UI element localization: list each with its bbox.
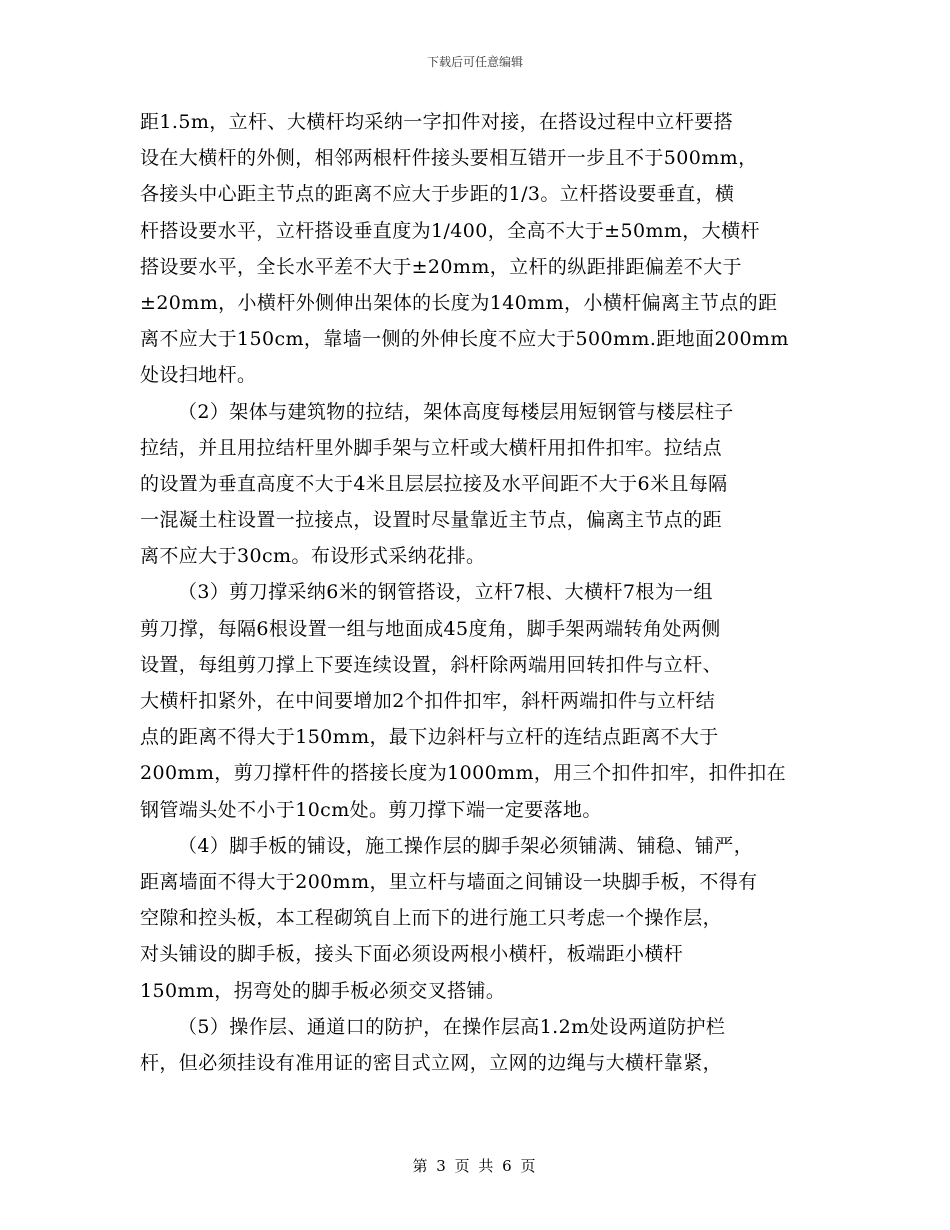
text-line: 对头铺设的脚手板，接头下面必须设两根小横杆，板端距小横杆: [140, 943, 684, 966]
text-line: 点的距离不得大于150mm，最下边斜杆与立杆的连结点距离不大于: [140, 726, 719, 749]
text-line: 搭设要水平，全长水平差不大于±20mm，立杆的纵距排距偏差不大于: [140, 255, 742, 278]
text-line: 距1.5m，立杆、大横杆均采纳一字扣件对接，在搭设过程中立杆要搭: [140, 111, 734, 133]
text-line: （5）操作层、通道口的防护，在操作层高1.2m处设两道防护栏: [178, 1015, 726, 1038]
text-line: 200mm，剪刀撑杆件的搭接长度为1000mm，用三个扣件扣牢，扣件扣在: [140, 762, 787, 785]
text-line: （2）架体与建筑物的拉结，架体高度每楼层用短钢管与楼层柱子: [178, 400, 734, 423]
text-line: 大横杆扣紧外，在中间要增加2个扣件扣牢，斜杆两端扣件与立杆结: [140, 690, 716, 712]
text-line: 钢管端头处不小于10cm处。剪刀撑下端一定要落地。: [140, 798, 602, 821]
text-line: 设在大横杆的外侧，相邻两根杆件接头要相互错开一步且不于500mm，: [140, 147, 758, 170]
text-line: 一混凝土柱设置一拉接点，设置时尽量靠近主节点，偏离主节点的距: [140, 509, 723, 532]
text-line: 处设扫地杆。: [140, 364, 257, 387]
text-line: （4）脚手板的铺设，施工操作层的脚手架必须铺满、铺稳、铺严，: [178, 834, 754, 857]
text-line: 各接头中心距主节点的距离不应大于步距的1/3。立杆搭设要垂直，横: [140, 183, 735, 206]
text-line: 杆搭设要水平，立杆搭设垂直度为1/400，全高不大于±50mm，大横杆: [140, 219, 760, 242]
text-line: 的设置为垂直高度不大于4米且层层拉接及水平间距不大于6米且每隔: [140, 472, 728, 495]
text-line: 离不应大于150cm，靠墙一侧的外伸长度不应大于500mm.距地面200mm: [140, 328, 789, 351]
text-line: 设置，每组剪刀撑上下要连续设置，斜杆除两端用回转扣件与立杆、: [140, 653, 723, 676]
text-line: 150mm，拐弯处的脚手板必须交叉搭铺。: [140, 979, 506, 1002]
document-body: [140, 104, 816, 1081]
text-line: 杆，但必须挂设有准用证的密目式立网，立网的边绳与大横杆靠紧，: [140, 1051, 723, 1074]
page-number: 第 3 页 共 6 页: [412, 1157, 538, 1175]
text-line: ±20mm，小横杆外侧伸出架体的长度为140mm，小横杆偏离主节点的距: [140, 291, 778, 314]
text-line: 空隙和控头板，本工程砌筑自上而下的进行施工只考虑一个操作层，: [140, 907, 723, 930]
page-header: 下载后可任意编辑: [426, 55, 523, 69]
text-line: （3）剪刀撑采纳6米的钢管搭设，立杆7根、大横杆7根为一组: [178, 581, 713, 604]
text-line: 剪刀撑，每隔6根设置一组与地面成45度角，脚手架两端转角处两侧: [140, 617, 721, 640]
text-line: 拉结，并且用拉结杆里外脚手架与立杆或大横杆用扣件扣牢。拉结点: [140, 436, 723, 459]
text-line: 离不应大于30cm。布设形式采纳花排。: [140, 545, 486, 568]
text-line: 距离墙面不得大于200mm，里立杆与墙面之间铺设一块脚手板，不得有: [140, 870, 758, 893]
